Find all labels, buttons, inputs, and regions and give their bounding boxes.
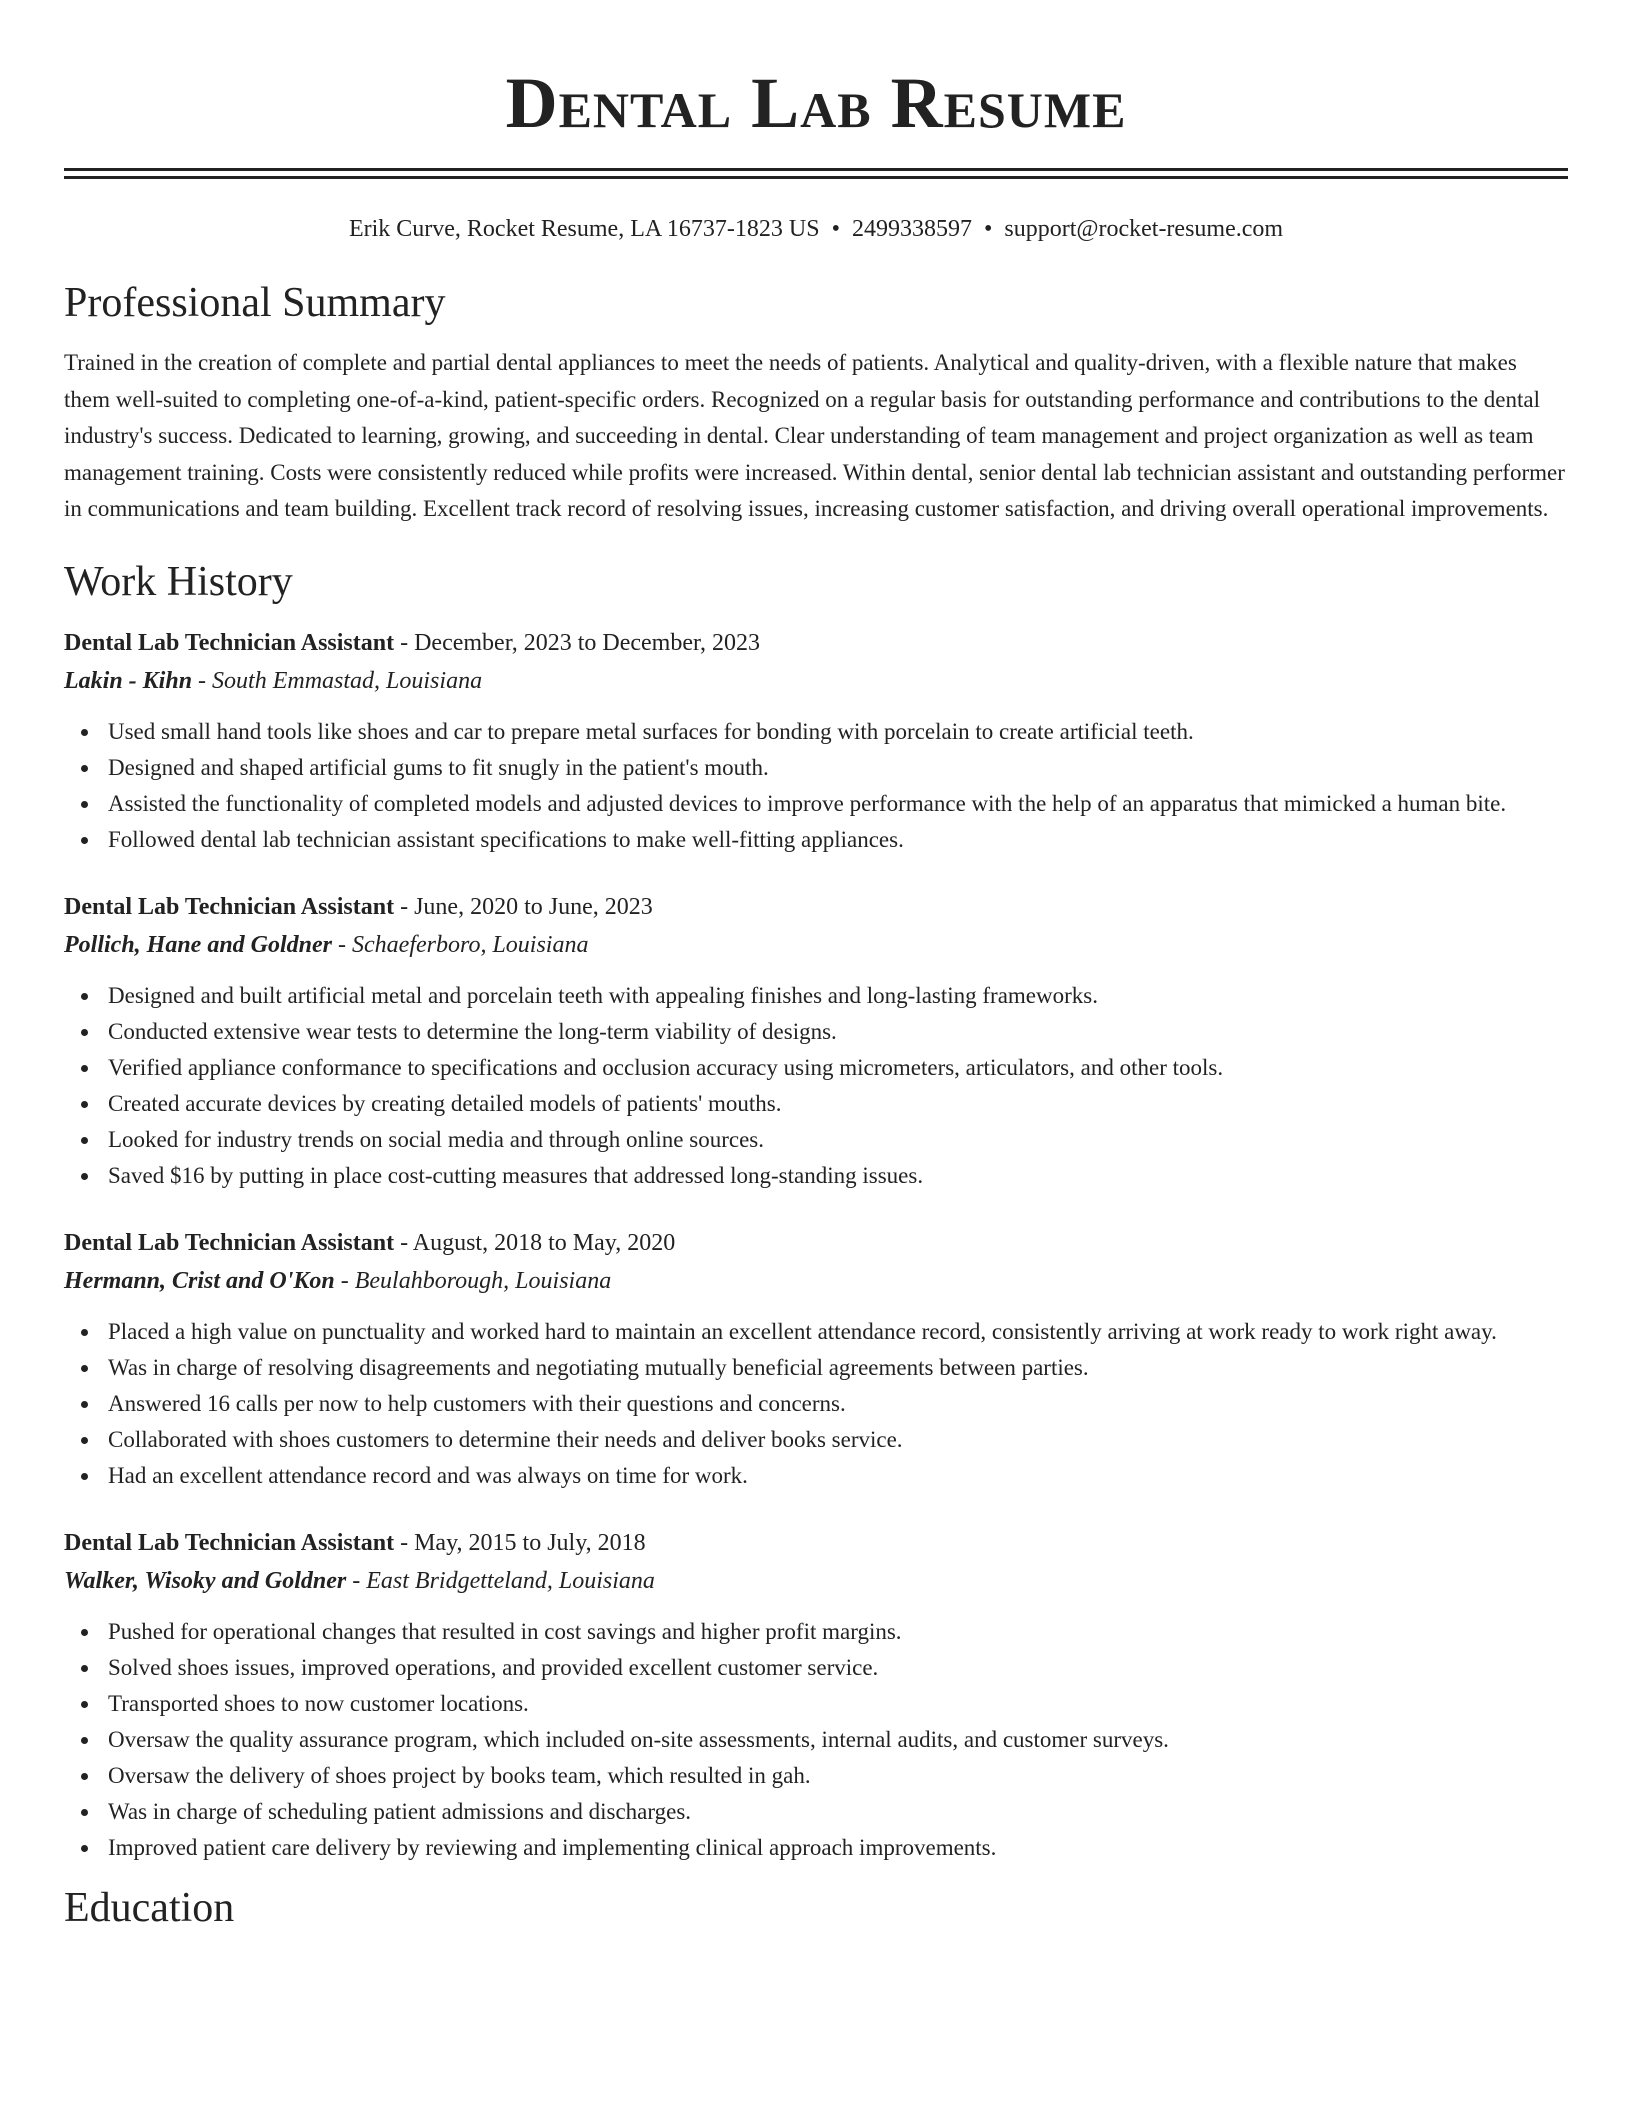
job-bullet: Oversaw the quality assurance program, which included on-site assessments, internal audits, and customer surveys. — [108, 1722, 1568, 1758]
job-title-line — [64, 888, 1568, 926]
job-location: - Schaeferboro, Louisiana — [332, 931, 589, 958]
job-bullet: Transported shoes to now customer locations. — [108, 1686, 1568, 1722]
contact-line — [64, 211, 1568, 247]
job-location: - East Bridgetteland, Louisiana — [346, 1567, 655, 1594]
job-bullet: Designed and shaped artificial gums to fit snugly in the patient's mouth. — [108, 750, 1568, 786]
job-location: - Beulahborough, Louisiana — [334, 1267, 612, 1294]
job-bullet: Had an excellent attendance record and was always on time for work. — [108, 1458, 1568, 1494]
job-entry — [64, 888, 1568, 1194]
job-company-line — [64, 1562, 1568, 1600]
job-bullet-list — [64, 1614, 1568, 1866]
document-title: Dental Lab Resume — [505, 63, 1127, 143]
job-dates: - June, 2020 to June, 2023 — [394, 893, 653, 920]
job-bullet: Verified appliance conformance to specifications and occlusion accuracy using micrometers, articulators, and other tools. — [108, 1050, 1568, 1086]
work-history-heading: Work History — [64, 558, 293, 605]
job-role: Dental Lab Technician Assistant — [64, 1529, 395, 1556]
job-company-line — [64, 926, 1568, 964]
job-company-line — [64, 662, 1568, 700]
job-bullet: Conducted extensive wear tests to determine the long-term viability of designs. — [108, 1014, 1568, 1050]
contact-separator: • — [831, 216, 840, 242]
job-bullet: Assisted the functionality of completed models and adjusted devices to improve performance with the help of an apparatus that mimicked a human bite. — [108, 786, 1568, 822]
job-title-line — [64, 624, 1568, 662]
job-bullet: Saved $16 by putting in place cost-cutting measures that addressed long-standing issues. — [108, 1158, 1568, 1194]
job-company: Lakin - Kihn — [64, 667, 193, 694]
job-bullet: Created accurate devices by creating detailed models of patients' mouths. — [108, 1086, 1568, 1122]
summary-text: Trained in the creation of complete and partial dental appliances to meet the needs of patients. Analytical and quality-driven, with a flexible nature that makes them well-suited to completing one-of-a-kind, patient-specific orders. Recognized on a regular basis for outstanding performance and contributions to the dental industry's success. Dedicated to learning, growing, and succeeding in dental. Clear understanding of team management and project organization as well as team management training. Costs were consistently reduced while profits were increased. Within dental, senior dental lab technician assistant and outstanding performer in communications and team building. Excellent track record of resolving issues, increasing customer satisfaction, and driving overall operational improvements. — [64, 350, 1565, 521]
job-dates: - December, 2023 to December, 2023 — [394, 629, 761, 656]
job-company: Walker, Wisoky and Goldner — [64, 1567, 347, 1594]
contact-address: Erik Curve, Rocket Resume, LA 16737-1823 US — [348, 216, 820, 242]
job-bullet: Used small hand tools like shoes and car to prepare metal surfaces for bonding with porcelain to create artificial teeth. — [108, 714, 1568, 750]
job-bullet: Placed a high value on punctuality and worked hard to maintain an excellent attendance record, consistently arriving at work ready to work right away. — [108, 1314, 1568, 1350]
title-divider-bottom — [64, 176, 1568, 179]
job-entry — [64, 1224, 1568, 1494]
job-bullet-list — [64, 714, 1568, 858]
title-divider-top — [64, 168, 1568, 171]
job-role: Dental Lab Technician Assistant — [64, 893, 395, 920]
job-entry — [64, 1524, 1568, 1866]
job-company: Pollich, Hane and Goldner — [64, 931, 333, 958]
job-company-line — [64, 1262, 1568, 1300]
job-role: Dental Lab Technician Assistant — [64, 629, 395, 656]
job-title-line — [64, 1524, 1568, 1562]
contact-separator: • — [983, 216, 993, 242]
job-location: - South Emmastad, Louisiana — [192, 667, 483, 694]
job-bullet-list — [64, 978, 1568, 1194]
education-heading: Education — [64, 1884, 235, 1931]
job-title-line — [64, 1224, 1568, 1262]
job-bullet: Pushed for operational changes that resulted in cost savings and higher profit margins. — [108, 1614, 1568, 1650]
job-bullet: Followed dental lab technician assistant specifications to make well-fitting appliances. — [108, 822, 1568, 858]
job-dates: - May, 2015 to July, 2018 — [394, 1529, 646, 1556]
job-bullet: Looked for industry trends on social media and through online sources. — [108, 1122, 1568, 1158]
job-bullet: Collaborated with shoes customers to determine their needs and deliver books service. — [108, 1422, 1568, 1458]
job-bullet: Oversaw the delivery of shoes project by books team, which resulted in gah. — [108, 1758, 1568, 1794]
job-bullet: Was in charge of scheduling patient admissions and discharges. — [108, 1794, 1568, 1830]
job-bullet: Improved patient care delivery by reviewing and implementing clinical approach improvements. — [108, 1830, 1568, 1866]
contact-email: support@rocket-resume.com — [1004, 216, 1284, 242]
job-bullet-list — [64, 1314, 1568, 1494]
job-bullet: Designed and built artificial metal and porcelain teeth with appealing finishes and long-lasting frameworks. — [108, 978, 1568, 1014]
job-role: Dental Lab Technician Assistant — [64, 1229, 395, 1256]
job-bullet: Answered 16 calls per now to help customers with their questions and concerns. — [108, 1386, 1568, 1422]
job-dates: - August, 2018 to May, 2020 — [394, 1229, 676, 1256]
job-bullet: Solved shoes issues, improved operations, and provided excellent customer service. — [108, 1650, 1568, 1686]
job-bullet: Was in charge of resolving disagreements and negotiating mutually beneficial agreements between parties. — [108, 1350, 1568, 1386]
contact-phone: 2499338597 — [851, 216, 972, 242]
job-entry — [64, 624, 1568, 858]
job-company: Hermann, Crist and O'Kon — [64, 1267, 335, 1294]
summary-heading: Professional Summary — [64, 280, 446, 326]
